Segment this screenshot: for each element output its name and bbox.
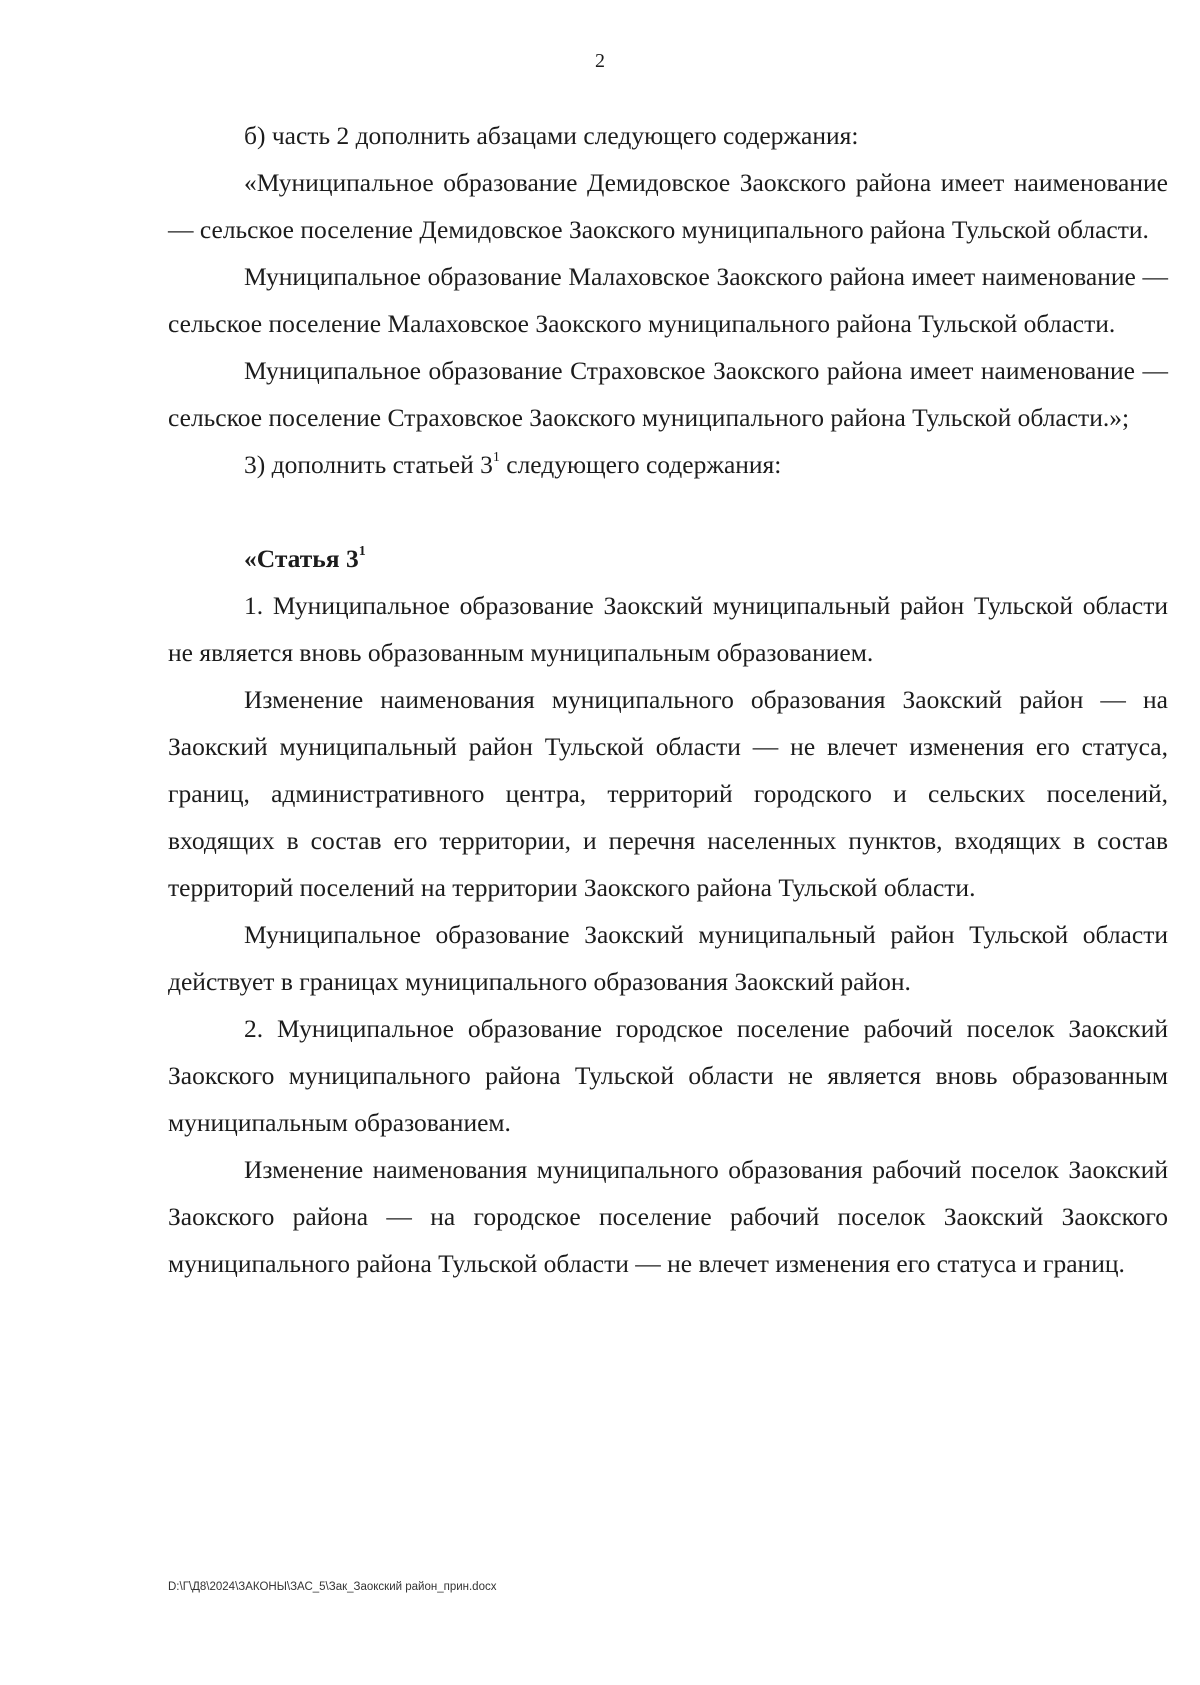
paragraph-name-change-settlement: Изменение наименования муниципального образования рабочий поселок Заокский Заокского района — на городское поселение рабочий поселок Заокский Заокского муниципального района Тульской области — не влечет изменения его статуса и границ. xyxy=(168,1155,1168,1278)
document-body xyxy=(168,112,1168,1287)
article-heading-text: «Статья 3 xyxy=(244,544,359,573)
paragraph-strakhovskoe: Муниципальное образование Страховское Заокского района имеет наименование — сельское поселение Страховское Заокского муниципального района Тульской области.»; xyxy=(168,356,1168,432)
paragraph-name-change-district: Изменение наименования муниципального образования Заокский район — на Заокский муниципальный район Тульской области — не влечет изменения его статуса, границ, административного центра, территорий городского и сельских поселений, входящих в состав его территории, и перечня населенных пунктов, входящих в состав территорий поселений на территории Заокского района Тульской области. xyxy=(168,685,1168,902)
amendment-3-text-before: 3) дополнить статьей 3 xyxy=(244,450,493,479)
paragraph-demidovskoe: «Муниципальное образование Демидовское Заокского района имеет наименование — сельское поселение Демидовское Заокского муниципального района Тульской области. xyxy=(168,168,1168,244)
paragraph-district-boundaries: Муниципальное образование Заокский муниципальный район Тульской области действует в границах муниципального образования Заокский район. xyxy=(168,920,1168,996)
file-path-footer: D:\Г\Д8\2024\ЗАКОНЫ\ЗАС_5\Зак_Заокский район_прин.docx xyxy=(168,1581,497,1593)
amendment-3-superscript: 1 xyxy=(492,450,500,465)
paragraph-article-point-1: 1. Муниципальное образование Заокский муниципальный район Тульской области не является вновь образованным муниципальным образованием. xyxy=(168,591,1168,667)
article-heading xyxy=(168,535,1168,582)
paragraph-malakhovskoe: Муниципальное образование Малаховское Заокского района имеет наименование — сельское поселение Малаховское Заокского муниципального района Тульской области. xyxy=(168,262,1168,338)
paragraph-amendment-3 xyxy=(168,441,1168,488)
page-number: 2 xyxy=(595,50,605,72)
article-heading-superscript: 1 xyxy=(358,544,366,559)
amendment-3-text-after: следующего содержания: xyxy=(499,450,782,479)
paragraph-amendment-b: б) часть 2 дополнить абзацами следующего содержания: xyxy=(244,121,859,150)
paragraph-article-point-2: 2. Муниципальное образование городское поселение рабочий поселок Заокский Заокского муниципального района Тульской области не является вновь образованным муниципальным образованием. xyxy=(168,1014,1168,1137)
